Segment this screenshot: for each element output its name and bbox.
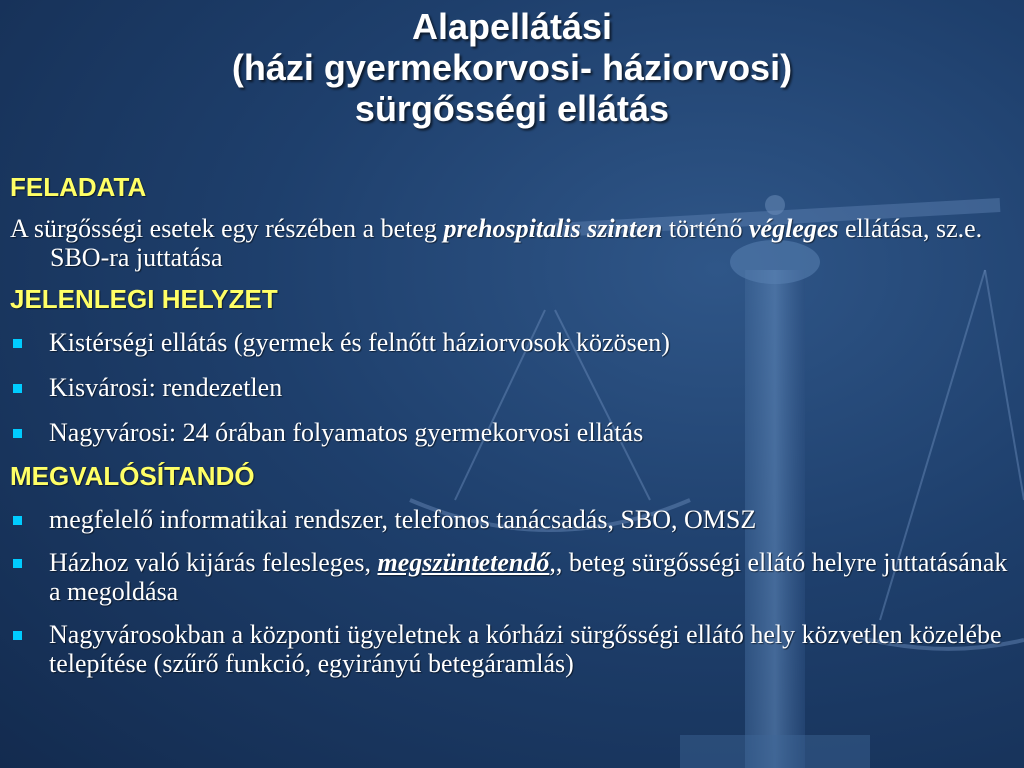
feladata-emph-prehospitalis: prehospitalis szinten — [443, 214, 663, 243]
list-item-text: Nagyvárosi: 24 órában folyamatos gyermekorvosi ellátás — [49, 418, 644, 447]
list-item-text: megfelelő informatikai rendszer, telefonos tanácsadás, SBO, OMSZ — [49, 505, 757, 534]
list-item-text: Házhoz való kijárás felesleges, — [49, 548, 378, 577]
list-item — [10, 328, 1010, 357]
list-item — [10, 548, 1010, 606]
feladata-text-1: A sürgősségi esetek egy részében a beteg — [10, 214, 444, 243]
list-item — [10, 505, 1010, 534]
list-item-text: Kistérségi ellátás (gyermek és felnőtt háziorvosok közösen) — [49, 328, 670, 357]
title-line-1: Alapellátási — [411, 6, 613, 47]
heading-megvalositando: MEGVALÓSÍTANDÓ — [10, 461, 255, 491]
list-item — [10, 418, 1010, 447]
list-item-text: ,, beteg sürgősségi ellátó helyre juttatásának a megoldása — [49, 548, 1008, 606]
list-item-text: Nagyvárosokban a központi ügyeletnek a kórházi sürgősségi ellátó hely közvetlen közelébe telepítése (szűrő funkció, egyirányú betegáramlás) — [49, 620, 1002, 678]
bullet-icon — [13, 516, 22, 525]
title-line-2: (házi gyermekorvosi- háziorvosi) — [231, 47, 793, 88]
list-item — [10, 620, 1010, 678]
heading-jelenlegi-helyzet: JELENLEGI HELYZET — [10, 284, 278, 314]
heading-feladata: FELADATA — [10, 172, 147, 202]
bullet-icon — [13, 429, 22, 438]
bullet-icon — [13, 631, 22, 640]
title-line-3: sürgősségi ellátás — [354, 88, 670, 129]
slide-title — [0, 6, 1024, 129]
bullet-icon — [13, 559, 22, 568]
feladata-paragraph — [10, 214, 1010, 272]
slide-body — [10, 172, 1010, 678]
list-item — [10, 373, 1010, 402]
emph-megszuntetendo: megszüntetendő — [377, 548, 550, 577]
bullet-icon — [13, 384, 22, 393]
feladata-text-2: történő — [662, 214, 749, 243]
bullet-icon — [13, 339, 22, 348]
feladata-text-3: ellátása, sz.e. SBO-ra juttatása — [50, 214, 983, 272]
feladata-emph-vegleges: végleges — [749, 214, 839, 243]
list-item-text: Kisvárosi: rendezetlen — [49, 373, 283, 402]
